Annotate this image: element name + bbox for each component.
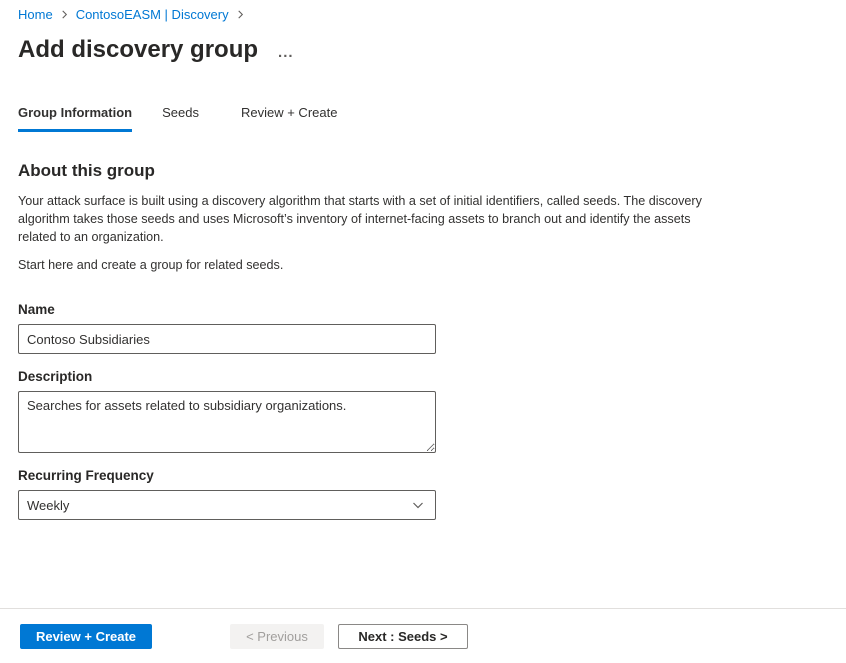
breadcrumb-link-home[interactable]: Home [18,6,53,22]
about-paragraph-2: Start here and create a group for related seeds. [18,258,284,272]
description-label: Description [18,369,93,384]
previous-button[interactable]: < Previous [230,624,324,649]
breadcrumb-link-discovery[interactable]: ContosoEASM | Discovery [75,6,229,22]
title-row [18,33,828,67]
recurring-frequency-value: Weekly [27,497,70,513]
name-label: Name [18,302,55,317]
more-options-button[interactable]: ... [278,44,294,61]
footer-bar [0,608,846,663]
about-paragraph: Your attack surface is built using a discovery algorithm that starts with a set of initial identifiers, called seeds. The discovery algorithm takes those seeds and uses Microsoft’s inventory of internet-facing assets to branch out and identify the assets related to an organization. [18,194,702,244]
section-heading-about: About this group [18,161,155,180]
next-seeds-button[interactable]: Next : Seeds > [338,624,468,649]
recurring-frequency-label: Recurring Frequency [18,468,154,483]
description-input[interactable] [18,391,436,453]
chevron-right-icon [236,10,245,19]
breadcrumb [18,5,828,23]
review-create-button[interactable]: Review + Create [20,624,152,649]
tab-group-information[interactable]: Group Information [18,105,132,132]
tab-bar [18,105,828,132]
chevron-down-icon [411,498,425,512]
tab-seeds[interactable]: Seeds [162,105,199,120]
recurring-frequency-dropdown[interactable] [18,490,436,520]
chevron-right-icon [60,10,69,19]
tab-review-create[interactable]: Review + Create [240,105,338,120]
page-title: Add discovery group [18,36,259,63]
name-input[interactable] [18,324,436,354]
